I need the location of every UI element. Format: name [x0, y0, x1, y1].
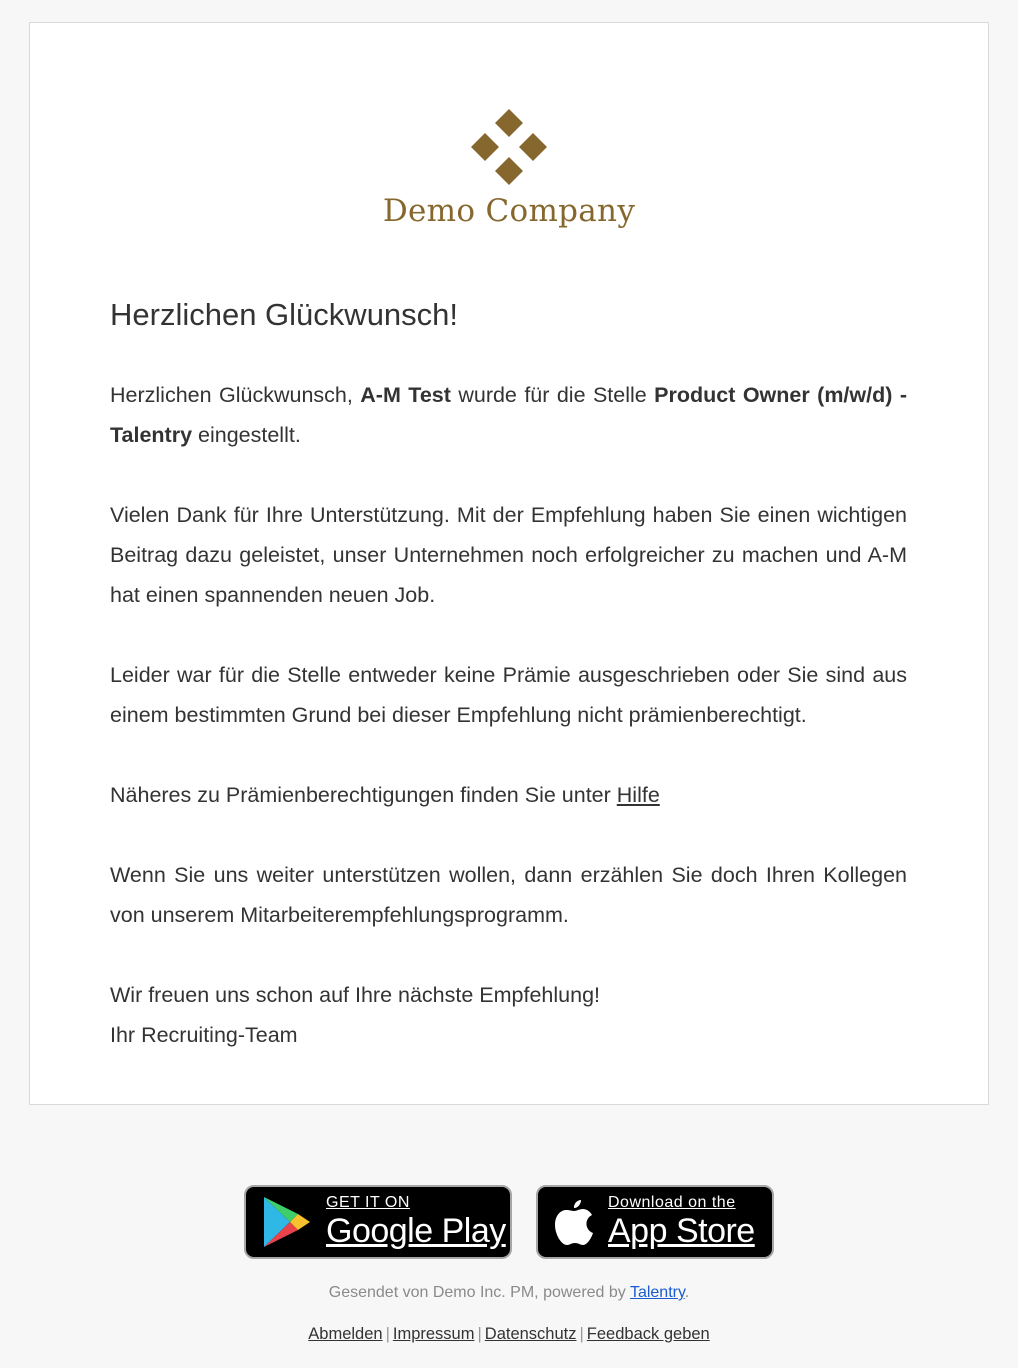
company-name: Demo Company [382, 193, 636, 229]
sent-by-suffix: . [684, 1284, 690, 1301]
candidate-name: A-M Test [360, 383, 451, 407]
google-play-text [326, 1194, 506, 1250]
bonus-paragraph: Leider war für die Stelle entweder keine Prämie ausgeschrieben oder Sie sind aus einem bestimmten Grund bei dieser Empfehlung nicht prämienberechtigt. [110, 663, 907, 727]
footer-separator: | [385, 1325, 390, 1343]
privacy-link[interactable]: Datenschutz [484, 1325, 577, 1343]
footer-links [0, 1325, 1018, 1344]
hired-paragraph [110, 375, 907, 455]
email-card [29, 22, 989, 1105]
app-store-button[interactable] [536, 1185, 774, 1259]
imprint-link[interactable]: Impressum [392, 1325, 475, 1343]
unsubscribe-link[interactable]: Abmelden [308, 1325, 383, 1343]
app-store-small: Download on the [608, 1194, 736, 1211]
footer-separator: | [579, 1325, 584, 1343]
google-play-big: Google Play [326, 1212, 506, 1250]
diamond-logo-icon [469, 107, 549, 187]
email-heading: Herzlichen Glückwunsch! [110, 297, 459, 332]
footer-separator: | [477, 1325, 482, 1343]
signature: Ihr Recruiting-Team [110, 1023, 298, 1047]
hired-end: eingestellt. [192, 423, 301, 447]
google-play-icon [262, 1195, 312, 1249]
referral-paragraph: Wenn Sie uns weiter unterstützen wollen, dann erzählen Sie doch Ihren Kollegen von unserem Mitarbeiterempfehlungsprogramm. [110, 863, 907, 927]
closing-line: Wir freuen uns schon auf Ihre nächste Empfehlung! [110, 983, 600, 1007]
hired-mid: wurde für die Stelle [450, 383, 655, 407]
company-logo [30, 107, 988, 229]
help-paragraph [110, 775, 907, 815]
hired-intro: Herzlichen Glückwunsch, [110, 383, 361, 407]
feedback-link[interactable]: Feedback geben [586, 1325, 710, 1343]
sent-by-line [0, 1284, 1018, 1302]
apple-icon [554, 1198, 594, 1246]
email-content [110, 295, 907, 1055]
app-store-text [608, 1194, 755, 1250]
store-badges [0, 1185, 1018, 1259]
google-play-small: GET IT ON [326, 1194, 410, 1211]
help-link[interactable]: Hilfe [616, 783, 660, 807]
talentry-link[interactable]: Talentry [629, 1284, 685, 1301]
thanks-paragraph: Vielen Dank für Ihre Unterstützung. Mit der Empfehlung haben Sie einen wichtigen Beitrag dazu geleistet, unser Unternehmen noch erfolgreicher zu machen und A-M hat einen spannenden neuen Job. [110, 503, 907, 607]
app-store-big: App Store [608, 1212, 755, 1250]
sent-by-text: Gesendet von Demo Inc. PM, powered by [328, 1284, 630, 1301]
position-title: Product Owner (m/w/d) - Talentry [110, 383, 907, 447]
google-play-button[interactable] [244, 1185, 512, 1259]
help-text: Näheres zu Prämienberechtigungen finden Sie unter [110, 783, 617, 807]
